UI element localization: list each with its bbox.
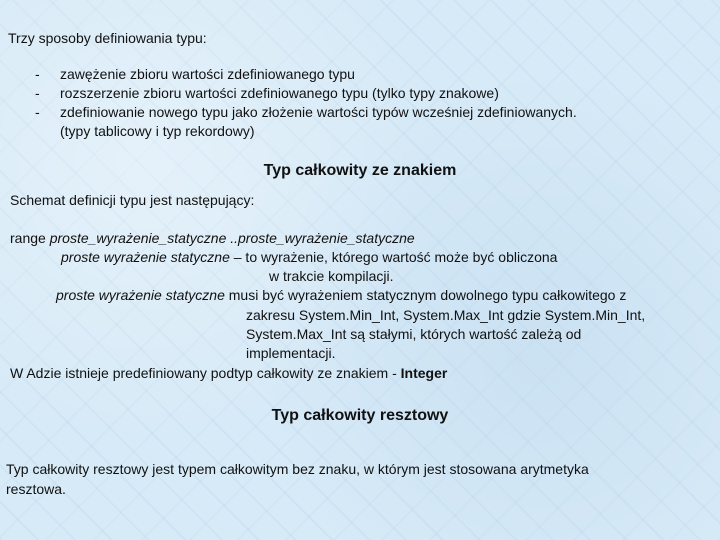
intro-text: Trzy sposoby definiowania typu: [8,30,207,46]
list-item: zawężenie zbioru wartości zdefiniowanego typu [60,66,355,82]
definition-term: proste wyrażenie statyczne [56,287,225,303]
ada-text: W Adzie istnieje predefiniowany podtyp całkowity ze znakiem - [10,365,397,381]
list-bullet: - [35,104,40,120]
range-keyword: range [10,230,46,246]
list-item-continuation: (typy tablicowy i typ rekordowy) [60,123,255,139]
modular-description-line: resztowa. [6,481,66,497]
definition-term: proste wyrażenie statyczne [61,249,230,265]
definition-continuation: zakresu System.Min_Int, System.Max_Int gdzie System.Min_Int, [246,307,646,323]
list-bullet: - [35,85,40,101]
definition-line [56,287,626,304]
definition-text: musi być wyrażeniem statycznym dowolnego typu całkowitego z [228,287,627,303]
list-item: zdefiniowanie nowego typu jako złożenie wartości typów wcześniej zdefiniowanych. [60,104,577,120]
list-item: rozszerzenie zbioru wartości zdefiniowanego typu (tylko typy znakowe) [60,85,499,101]
schema-intro-text: Schemat definicji typu jest następujący: [10,192,255,208]
range-syntax-line [10,230,415,247]
integer-type-name: Integer [400,365,448,381]
section-heading-modular: Typ całkowity resztowy [271,407,449,424]
section-heading-signed: Typ całkowity ze znakiem [263,162,457,179]
list-bullet: - [35,66,40,82]
definition-continuation: System.Max_Int są stałymi, których wartość zależą od [246,326,582,342]
range-expression: proste_wyrażenie_statyczne ..proste_wyrażenie_statyczne [49,230,415,246]
definition-continuation: implementacji. [246,345,336,361]
definition-text: – to wyrażenie, którego wartość może być obliczona [233,249,558,265]
definition-continuation: w trakcie kompilacji. [269,268,394,284]
definition-line [61,249,557,266]
modular-description-line: Typ całkowity resztowy jest typem całkowitym bez znaku, w którym jest stosowana arytmetyka [6,461,589,477]
ada-integer-line [10,365,447,382]
